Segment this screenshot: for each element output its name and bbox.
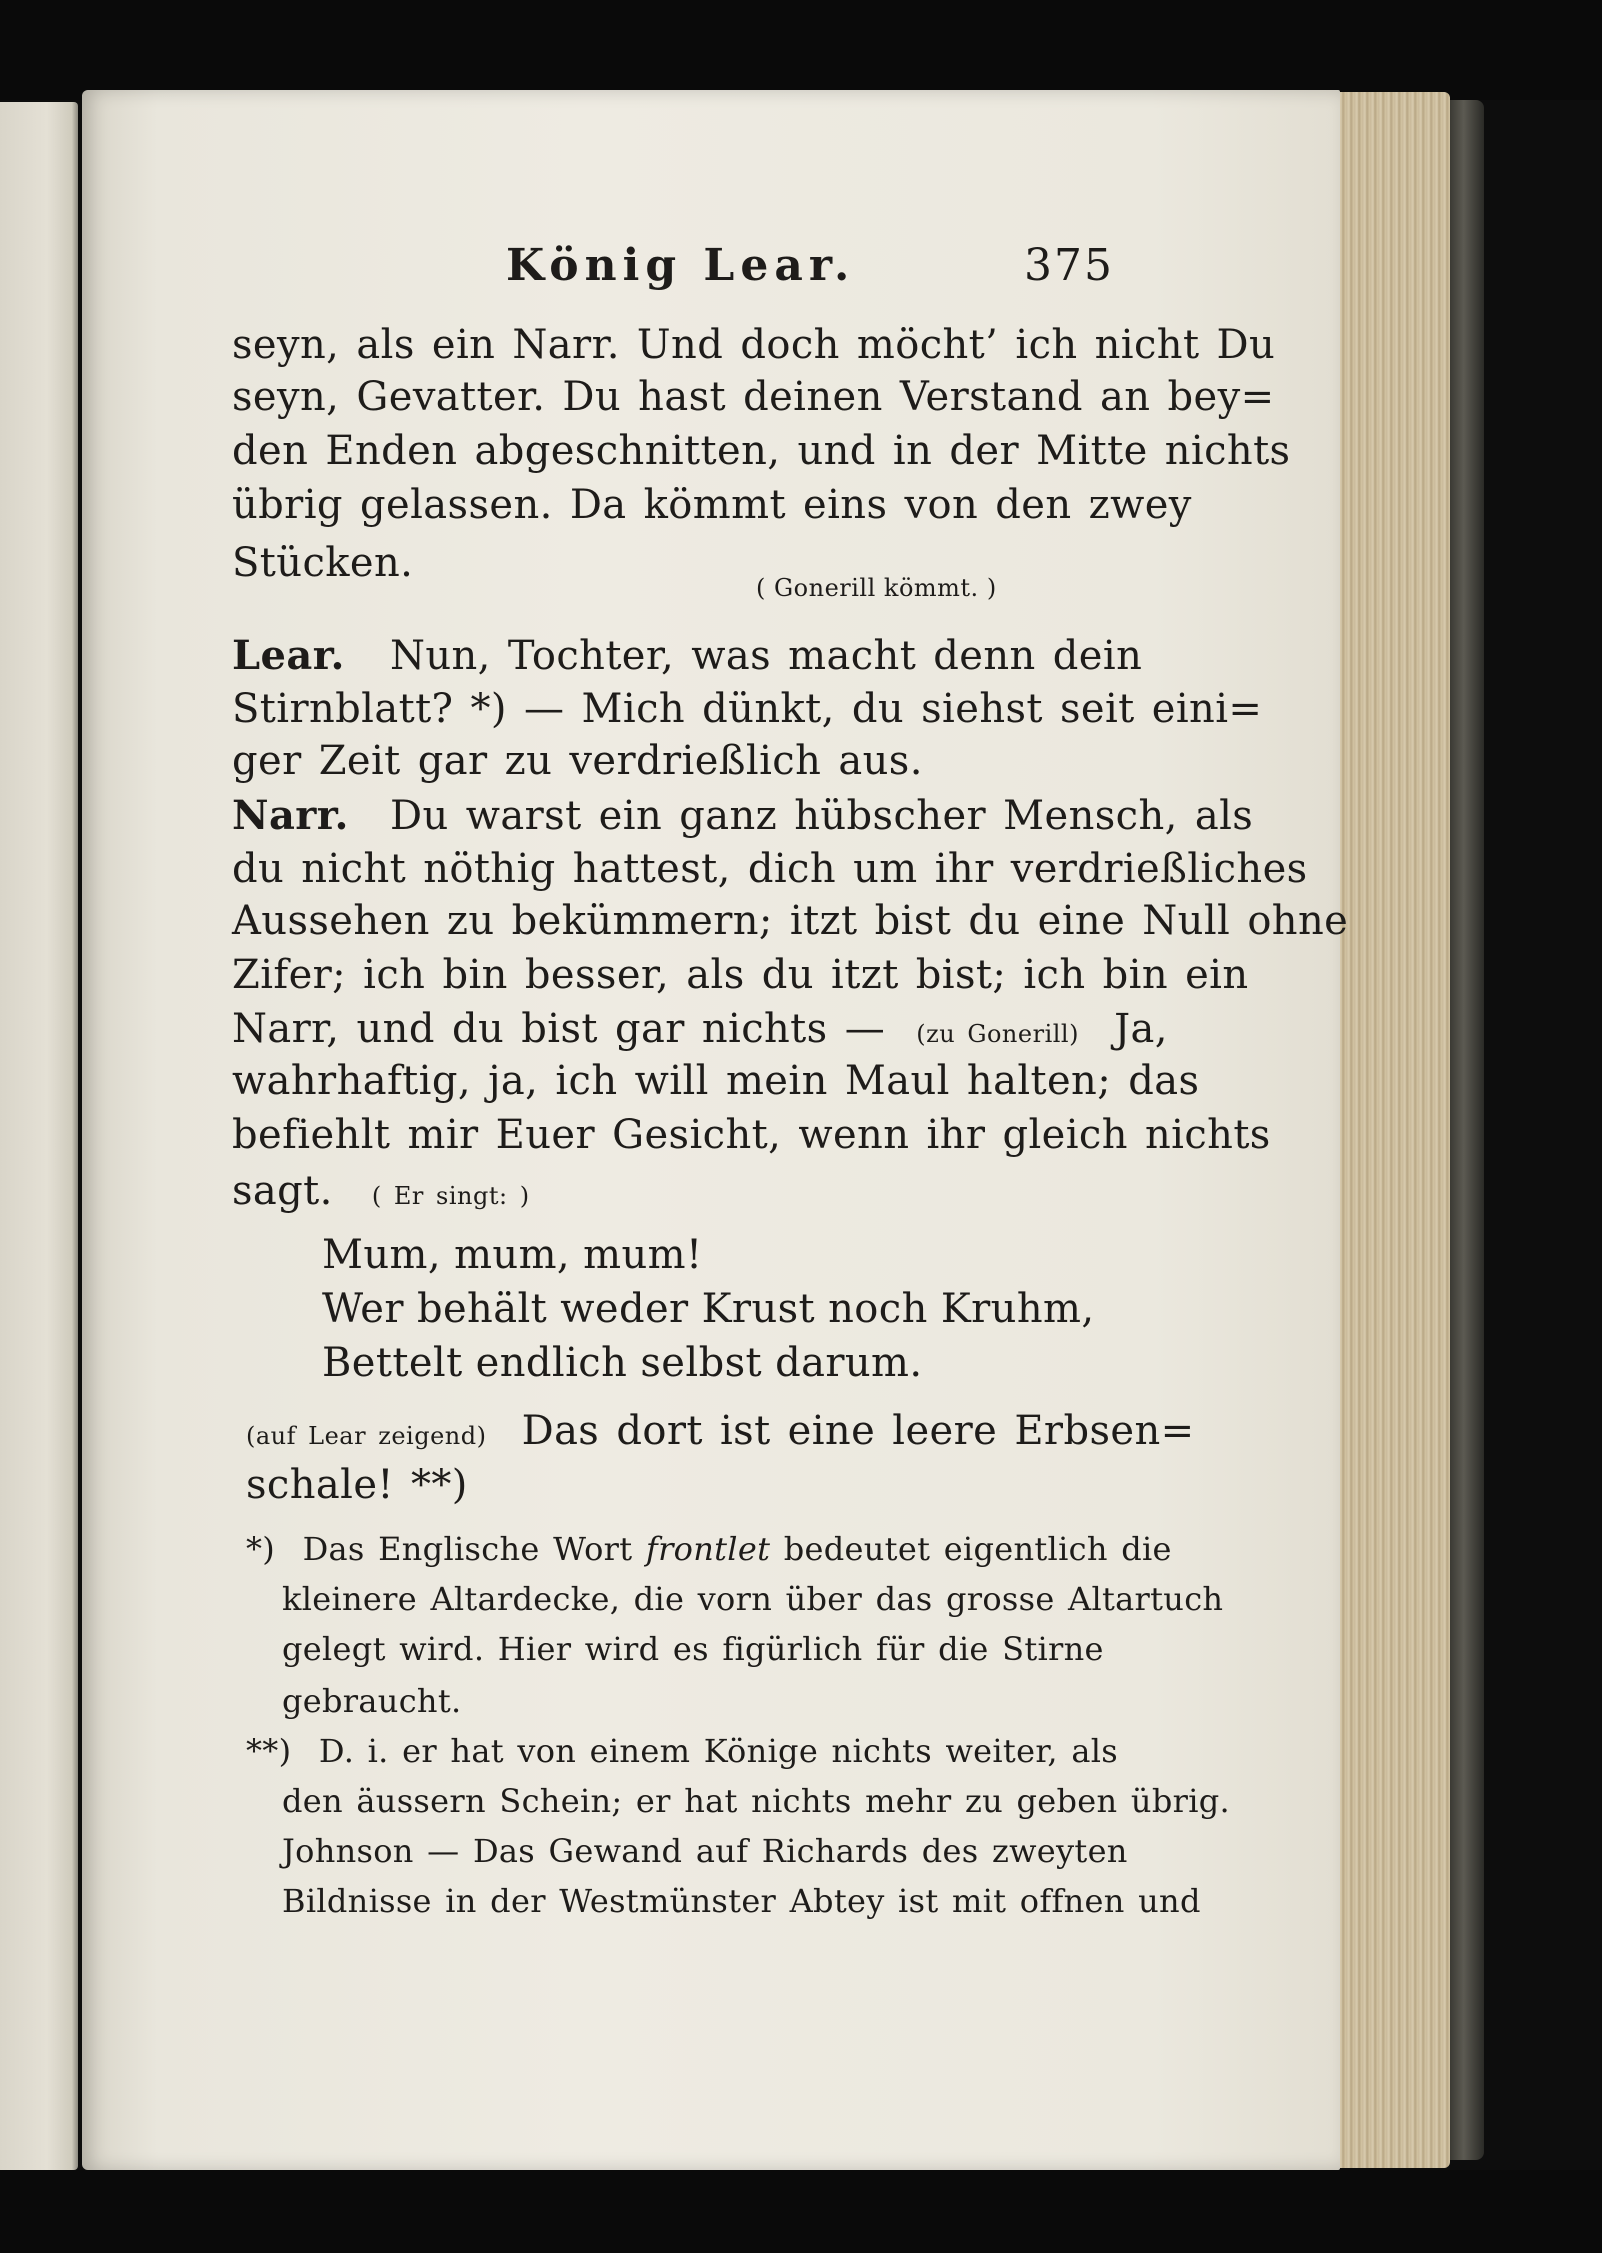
speech-line [232, 792, 1253, 839]
speech-line: du nicht nöthig hattest, dich um ihr verdrießliches [232, 846, 1308, 892]
stage-direction: ( Er singt: ) [371, 1182, 530, 1210]
footnote-line: kleinere Altardecke, die vorn über das grosse Altartuch [282, 1580, 1224, 1618]
speech-text: Du warst ein ganz hübscher Mensch, als [390, 793, 1254, 839]
stage-direction: ( Gonerill kömmt. ) [756, 574, 997, 602]
speech-line [232, 1006, 1168, 1052]
stage-direction: (zu Gonerill) [916, 1020, 1079, 1048]
speech-line: ger Zeit gar zu verdrießlich aus. [232, 738, 923, 784]
song-line: Bettelt endlich selbst darum. [322, 1340, 923, 1386]
footnote-marker: *) [246, 1530, 276, 1568]
speech-line [232, 1168, 530, 1214]
body-line: Stücken. [232, 540, 414, 586]
footnote-marker: **) [246, 1732, 292, 1770]
footnote-text: D. i. er hat von einem Könige nichts weiter, als [318, 1732, 1118, 1770]
speech-line: Aussehen zu bekümmern; itzt bist du eine Null ohne [232, 898, 1349, 944]
speech-text: Nun, Tochter, was macht denn dein [389, 633, 1143, 679]
footnote-line [246, 1732, 1118, 1770]
speech-text: Das dort ist eine leere Erbsen= [521, 1408, 1195, 1454]
footnote-line: gelegt wird. Hier wird es figürlich für die Stirne [282, 1630, 1104, 1668]
stacked-page-edges [1338, 92, 1450, 2168]
footnote-line: den äussern Schein; er hat nichts mehr zu geben übrig. [282, 1782, 1230, 1820]
body-line: übrig gelassen. Da kömmt eins von den zwey [232, 482, 1192, 528]
footnote-italic-word: frontlet [645, 1530, 771, 1568]
song-line: Mum, mum, mum! [322, 1232, 703, 1278]
footnote-line [246, 1530, 1172, 1568]
body-line: seyn, als ein Narr. Und doch möcht’ ich nicht Du [232, 322, 1276, 368]
speaker-name: Lear. [232, 632, 345, 679]
book-cover-edge [1450, 100, 1484, 2160]
body-line: seyn, Gevatter. Du hast deinen Verstand an bey= [232, 374, 1275, 420]
footnote-text: bedeutet eigentlich die [783, 1530, 1172, 1568]
speech-line: Zifer; ich bin besser, als du itzt bist; ich bin ein [232, 952, 1249, 998]
footnote-line: Johnson — Das Gewand auf Richards des zweyten [282, 1832, 1128, 1870]
running-title: König Lear. [506, 240, 856, 291]
speech-line [232, 632, 1142, 679]
speaker-name: Narr. [232, 792, 349, 839]
song-line: Wer behält weder Krust noch Kruhm, [322, 1286, 1095, 1332]
speech-text: sagt. [232, 1168, 333, 1214]
speech-line: schale! **) [246, 1462, 468, 1508]
footnote-text: Das Englische Wort [302, 1530, 633, 1568]
speech-line: wahrhaftig, ja, ich will mein Maul halten; das [232, 1058, 1200, 1104]
speech-text: Narr, und du bist gar nichts — [232, 1006, 886, 1052]
page-number: 375 [1024, 240, 1114, 291]
speech-line [246, 1408, 1195, 1454]
speech-line: Stirnblatt? *) — Mich dünkt, du siehst seit eini= [232, 686, 1263, 732]
stage-direction: (auf Lear zeigend) [246, 1422, 487, 1450]
footnote-line: Bildnisse in der Westmünster Abtey ist mit offnen und [282, 1882, 1201, 1920]
facing-page-edge [0, 102, 78, 2170]
body-line: den Enden abgeschnitten, und in der Mitte nichts [232, 428, 1291, 474]
speech-line: befiehlt mir Euer Gesicht, wenn ihr gleich nichts [232, 1112, 1271, 1158]
background-bottom [0, 2170, 1602, 2253]
speech-text: Ja, [1114, 1006, 1168, 1052]
footnote-line: gebraucht. [282, 1682, 462, 1720]
background-top [0, 0, 1602, 100]
